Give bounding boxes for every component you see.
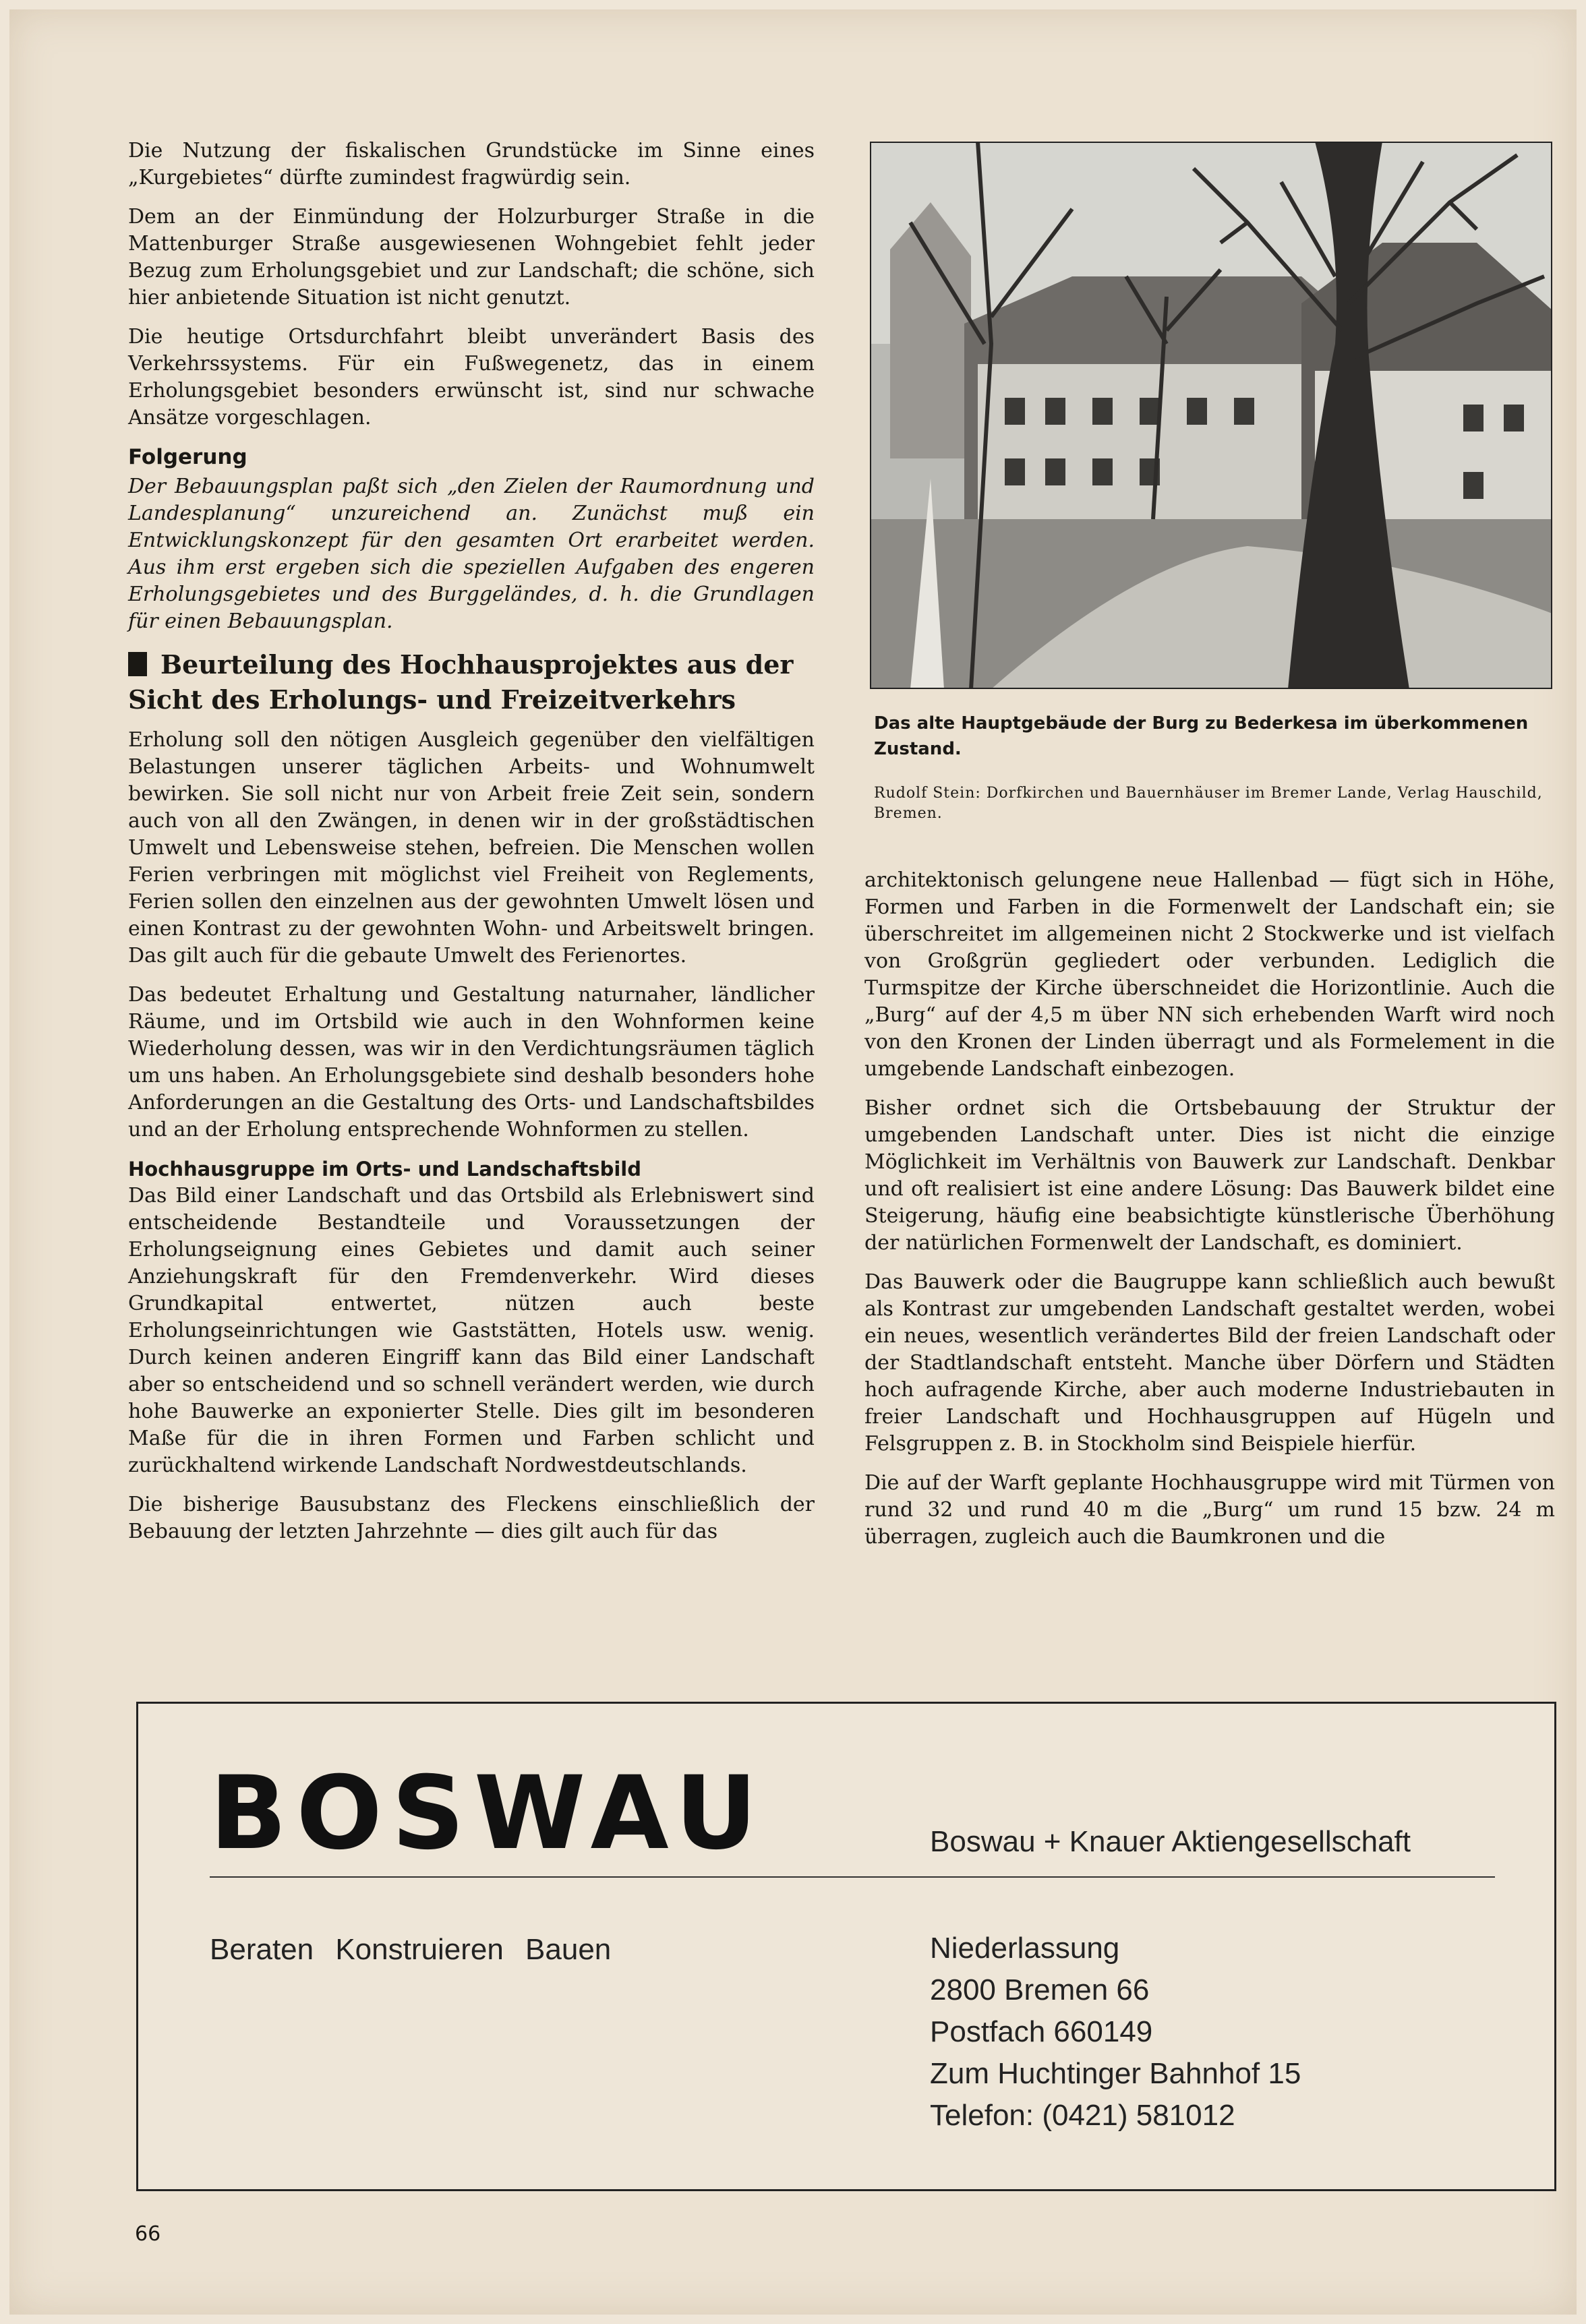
folgerung-text: Der Bebauungsplan paßt sich „den Zielen der Raumordnung und Landesplanung“ unzureichend an. Zunächst muß ein Entwicklungskonzept für den gesamten Ort erarbeitet werden. Aus ihm erst ergeben sich die speziellen Aufgaben des engeren Erholungsgebietes und des Burggeländes, d. h. die Grundlagen für einen Bebauungsplan.	[128, 475, 815, 633]
castle-photo-illustration	[870, 142, 1552, 689]
paragraph: Das bedeutet Erhaltung und Gestaltung naturnaher, ländlicher Räume, und im Ortsbild wie auch in den Wohnformen keine Wiederholung dessen, was wir in den Verdichtungsräumen täglich um uns haben. An Erholungsgebiete sind deshalb besonders hohe Anforderungen an die Gestaltung des Orts- und Landschaftsbildes und an der Erholung entsprechende Wohnformen zu stellen.	[128, 983, 815, 1141]
paragraph: Das Bauwerk oder die Baugruppe kann schließlich auch bewußt als Kontrast zur umgebenden Landschaft gestaltet werden, wobei ein neues, wesentlich verändertes Bild der freien Landschaft oder der Stadtlandschaft entsteht. Manche über Dörfern und Städten hoch aufragende Kirche, aber auch moderne Industriebauten in freier Landschaft und Hochhausgruppen auf Hügeln und Felsgruppen z. B. in Stockholm sind Beispiele hierfür.	[864, 1270, 1555, 1456]
paragraph: Die auf der Warft geplante Hochhausgruppe wird mit Türmen von rund 32 und rund 40 m die „Burg“ um rund 15 bzw. 24 m überragen, zugleich auch die Baumkronen und die	[864, 1471, 1555, 1549]
brand-logo: BOSWAU	[210, 1755, 767, 1872]
sub-heading: Hochhausgruppe im Orts- und Landschaftsbild	[128, 1158, 642, 1181]
divider	[210, 1876, 1495, 1878]
page	[9, 9, 1577, 2315]
paragraph: Die Nutzung der fiskalischen Grundstücke im Sinne eines „Kurgebietes“ dürfte zumindest fragwürdig sein.	[128, 139, 815, 189]
left-column	[128, 138, 815, 1557]
paragraph: Die heutige Ortsdurchfahrt bleibt unverändert Basis des Verkehrssystems. Für ein Fußwegenetz, das in einem Erholungsgebiet besonders erwünscht ist, sind nur schwache Ansätze vorgeschlagen.	[128, 325, 815, 429]
address-line: Postfach 660149	[930, 2015, 1153, 2048]
address-line: 2800 Bremen 66	[930, 1973, 1150, 2006]
castle-photo	[870, 142, 1552, 689]
photo-caption: Das alte Hauptgebäude der Burg zu Bederkesa im überkommenen Zustand.	[874, 713, 1529, 759]
company-name: Boswau + Knauer Aktiengesellschaft	[930, 1825, 1411, 1858]
paragraph: architektonisch gelungene neue Hallenbad — fügt sich in Höhe, Formen und Farben in die Formenwelt der Landschaft ein; sie überschreitet im allgemeinen nicht 2 Stockwerke und ist vielfach von Großgrün gegliedert oder verbunden. Lediglich die Turmspitze der Kirche überschneidet die Horizontlinie. Auch die „Burg“ auf der 4,5 m über NN sich erhebenden Warft wird noch von den Kronen der Linden überragt und als Formelement in die umgebende Landschaft einbezogen.	[864, 868, 1555, 1081]
photo-credit: Rudolf Stein: Dorfkirchen und Bauernhäuser im Bremer Lande, Verlag Hauschild, Bremen.	[874, 785, 1543, 822]
paragraph: Das Bild einer Landschaft und das Ortsbild als Erlebniswert sind entscheidende Bestandteile und Voraussetzungen der Erholungseignung eines Gebietes und damit auch seiner Anziehungskraft für den Fremdenverkehr. Wird dieses Grundkapital entwertet, nützen auch beste Erholungseinrichtungen wie Gaststätten, Hotels usw. wenig. Durch keinen anderen Eingriff kann das Bild einer Landschaft aber so entscheidend und so schnell verändert werden, wie durch hohe Bauwerke an exponierter Stelle. Dies gilt im besonderen Maße für die in ihren Formen und Farben schlicht und zurückhaltend wirkende Landschaft Nordwestdeutschlands.	[128, 1184, 815, 1477]
paragraph: Erholung soll den nötigen Ausgleich gegenüber den vielfältigen Belastungen unserer täglichen Arbeits- und Wohnumwelt bewirken. Sie soll nicht nur von Arbeit freie Zeit sein, sondern auch von all den Zwängen, in denen wir in der großstädtischen Umwelt und Lebensweise stehen, befreien. Die Menschen wollen Ferien verbringen mit möglichst viel Freiheit von Reglements, Ferien sollen den einzelnen aus der gewohnten Umwelt lösen und einen Kontrast zu der gewohnten Wohn- und Arbeitswelt bringen. Das gilt auch für die gebaute Umwelt des Ferienortes.	[128, 728, 815, 967]
paragraph: Bisher ordnet sich die Ortsbebauung der Struktur der umgebenden Landschaft unter. Dies ist nicht die einzige Möglichkeit im Verhältnis von Bauwerk zur Landschaft. Denkbar und oft realisiert ist eine andere Lösung: Das Bauwerk bildet eine Steigerung, häufig eine beabsichtigte künstlerische Überhöhung der natürlichen Formenwelt der Landschaft, es dominiert.	[864, 1096, 1555, 1255]
section-heading-text: Beurteilung des Hochhausprojektes aus der Sicht des Erholungs- und Freizeitverkehrs	[128, 649, 794, 715]
page-number: 66	[135, 2222, 161, 2246]
right-column	[864, 867, 1555, 1563]
phone-line: Telefon: (0421) 581012	[930, 2099, 1235, 2132]
square-bullet-icon	[128, 652, 147, 676]
section-heading	[128, 647, 815, 717]
address-line: Zum Huchtinger Bahnhof 15	[930, 2057, 1301, 2090]
address-block	[930, 1928, 1301, 2137]
paragraph: Die bisherige Bausubstanz des Fleckens einschließlich der Bebauung der letzten Jahrzehnte — dies gilt auch für das	[128, 1493, 815, 1543]
address-line: Niederlassung	[930, 1932, 1120, 1965]
advertisement	[136, 1702, 1556, 2191]
tagline: Beraten Konstruieren Bauen	[210, 1933, 612, 1966]
folgerung-heading: Folgerung	[128, 445, 247, 469]
paragraph: Dem an der Einmündung der Holzurburger Straße in die Mattenburger Straße ausgewiesenen Wohngebiet fehlt jeder Bezug zum Erholungsgebiet und zur Landschaft; die schöne, sich hier anbietende Situation ist nicht genutzt.	[128, 205, 815, 309]
